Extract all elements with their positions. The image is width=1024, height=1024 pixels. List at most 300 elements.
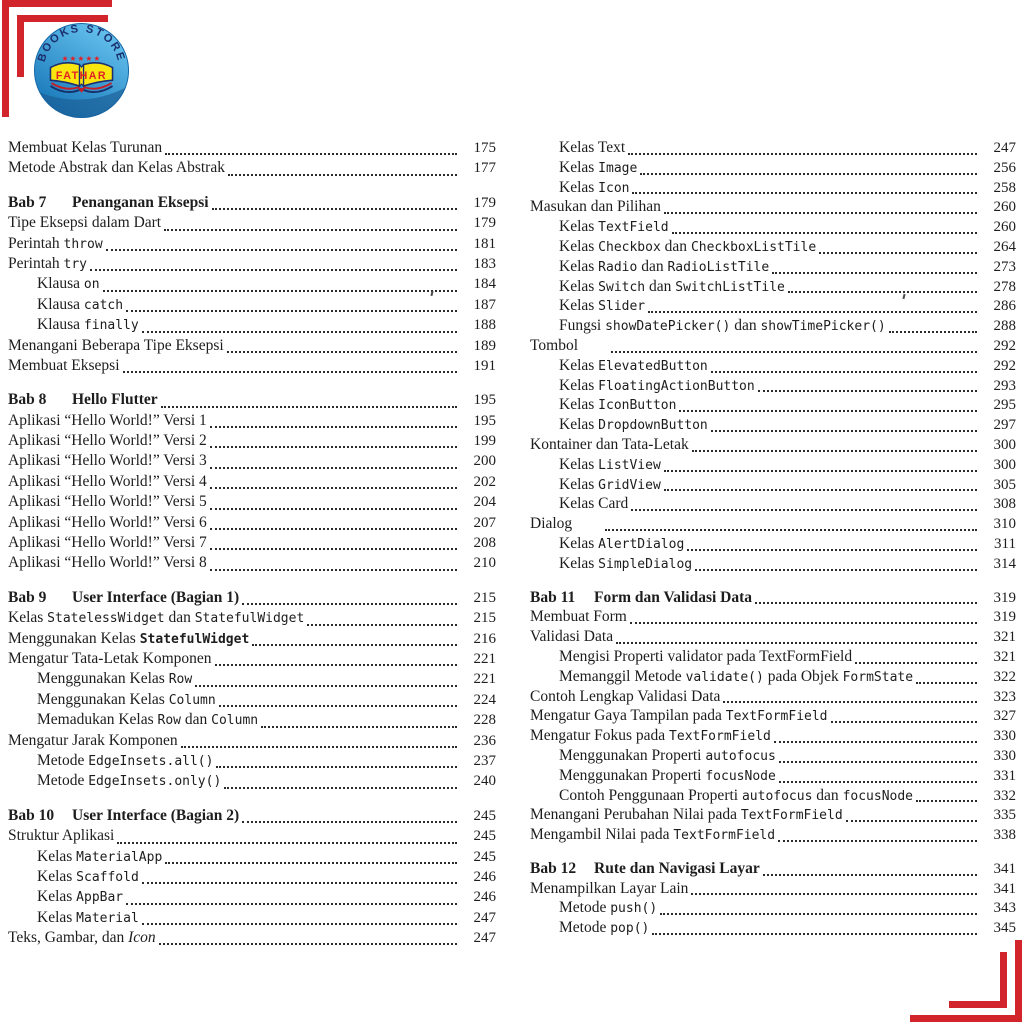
entry-text: Mengatur Tata-Letak Komponen bbox=[8, 649, 212, 667]
toc-entry-row bbox=[8, 214, 496, 234]
dotted-leader bbox=[664, 489, 977, 491]
dotted-leader bbox=[242, 603, 457, 605]
entry-text: Column bbox=[211, 713, 259, 729]
dotted-leader bbox=[210, 467, 457, 469]
toc-entry-row bbox=[530, 787, 1016, 807]
page-number: 208 bbox=[473, 535, 496, 552]
page-number: 256 bbox=[993, 159, 1016, 176]
entry-text: Scaffold bbox=[76, 869, 139, 885]
toc-entry-row bbox=[530, 495, 1016, 515]
page-number: 345 bbox=[993, 920, 1016, 937]
chapter-title: Hello Flutter bbox=[72, 391, 158, 409]
page-number: 330 bbox=[993, 728, 1016, 745]
entry-text: Column bbox=[168, 692, 216, 708]
logo-owner-text: FATHAR bbox=[55, 70, 108, 83]
entry-text: Klausa bbox=[37, 275, 84, 293]
page-number: 215 bbox=[473, 610, 496, 627]
dotted-leader bbox=[605, 529, 977, 531]
entry-text: throw bbox=[63, 236, 103, 252]
toc-entry-row bbox=[530, 456, 1016, 476]
entry-text: Kelas bbox=[37, 888, 77, 906]
entry-text: Kelas bbox=[559, 416, 599, 434]
dotted-leader bbox=[723, 701, 977, 703]
toc-entry-row bbox=[530, 476, 1016, 496]
entry-text: autofocus bbox=[741, 788, 813, 804]
dotted-leader bbox=[772, 272, 977, 274]
dotted-leader bbox=[711, 430, 977, 432]
entry-text: showDatePicker() bbox=[605, 319, 731, 335]
entry-text: StatefulWidget bbox=[194, 611, 305, 627]
page-number: 183 bbox=[473, 255, 496, 272]
entry-text: showTimePicker() bbox=[760, 319, 886, 335]
toc-entry-row bbox=[8, 909, 496, 929]
section-gap bbox=[8, 377, 496, 391]
entry-text: dan bbox=[164, 609, 195, 627]
entry-text: Mengatur Jarak Komponen bbox=[8, 731, 178, 749]
dotted-leader bbox=[224, 787, 457, 789]
chapter-title: Penanganan Eksepsi bbox=[72, 193, 209, 211]
page-number: 331 bbox=[993, 767, 1016, 784]
page-number: 179 bbox=[473, 215, 496, 232]
entry-text: dan bbox=[645, 277, 676, 295]
page-number: 245 bbox=[473, 807, 496, 824]
page-number: 216 bbox=[473, 630, 496, 647]
dotted-leader bbox=[691, 893, 977, 895]
entry-text: finally bbox=[83, 318, 139, 334]
bookstore-logo-svg bbox=[33, 22, 130, 119]
toc-entry-row bbox=[8, 432, 496, 452]
dotted-leader bbox=[831, 721, 977, 723]
toc-entry-row bbox=[530, 436, 1016, 456]
entry-text: Teks, Gambar, dan bbox=[8, 929, 129, 947]
entry-text: Kelas bbox=[559, 178, 599, 196]
entry-text: Perintah bbox=[8, 234, 64, 252]
toc-entry-row bbox=[530, 727, 1016, 747]
entry-text: GridView bbox=[598, 477, 661, 493]
page-number: 247 bbox=[473, 909, 496, 926]
entry-text: Slider bbox=[598, 299, 646, 315]
entry-text: IconButton bbox=[598, 398, 677, 414]
page-number: 343 bbox=[993, 900, 1016, 917]
entry-text: Kelas bbox=[559, 218, 599, 236]
page-number: 221 bbox=[473, 650, 496, 667]
toc-entry-row bbox=[530, 806, 1016, 826]
dotted-leader bbox=[616, 642, 977, 644]
entry-text: catch bbox=[83, 297, 124, 313]
entry-text: Menampilkan Layar Lain bbox=[530, 879, 689, 897]
toc-entry-row bbox=[8, 534, 496, 554]
dotted-leader bbox=[126, 903, 457, 905]
page-number: 246 bbox=[473, 889, 496, 906]
entry-text: pop() bbox=[610, 921, 650, 937]
toc-entry-row bbox=[530, 767, 1016, 787]
chapter-number: Bab 10 bbox=[8, 806, 55, 824]
entry-text: Masukan dan Pilihan bbox=[530, 198, 661, 216]
page-number: 335 bbox=[993, 807, 1016, 824]
page-number: 245 bbox=[473, 828, 496, 845]
dotted-leader bbox=[210, 508, 457, 510]
entry-text: focusNode bbox=[842, 788, 914, 804]
entry-text: Kelas bbox=[559, 396, 599, 414]
toc-entry-row bbox=[530, 899, 1016, 919]
page-number: 319 bbox=[993, 589, 1016, 606]
entry-text: Menggunakan Properti bbox=[559, 766, 706, 784]
page-number: 338 bbox=[993, 827, 1016, 844]
entry-text: MaterialApp bbox=[76, 849, 163, 865]
toc-entry-row bbox=[530, 238, 1016, 258]
chapter-number: Bab 11 bbox=[530, 588, 576, 606]
page-number: 295 bbox=[993, 397, 1016, 414]
entry-text: Menangani Perubahan Nilai pada bbox=[530, 806, 741, 824]
entry-text: dan bbox=[637, 257, 668, 275]
entry-text: Aplikasi “Hello World!” Versi 1 bbox=[8, 411, 207, 429]
toc-entry-row bbox=[8, 139, 496, 159]
dotted-leader bbox=[660, 913, 977, 915]
entry-text: Metode bbox=[559, 919, 611, 937]
entry-text: SimpleDialog bbox=[598, 556, 693, 572]
entry-text: Aplikasi “Hello World!” Versi 8 bbox=[8, 554, 207, 572]
page-number: 323 bbox=[993, 688, 1016, 705]
entry-text: TextFormField bbox=[725, 709, 828, 725]
page-number: 311 bbox=[994, 535, 1016, 552]
entry-text: Menggunakan Kelas bbox=[37, 690, 169, 708]
dotted-leader bbox=[195, 685, 457, 687]
page-number: 293 bbox=[993, 377, 1016, 394]
chapter-title: Form dan Validasi Data bbox=[594, 588, 753, 606]
toc-entry-row bbox=[8, 357, 496, 377]
dotted-leader bbox=[165, 153, 457, 155]
entry-text: RadioListTile bbox=[667, 259, 770, 275]
entry-text: Switch bbox=[598, 279, 646, 295]
entry-text: Kontainer dan Tata-Letak bbox=[530, 435, 689, 453]
toc-entry-row bbox=[8, 848, 496, 868]
page-number: 292 bbox=[993, 337, 1016, 354]
entry-text: Icon bbox=[598, 180, 630, 196]
logo-arc-text: BOOKS STORE bbox=[35, 22, 128, 64]
dotted-leader bbox=[117, 842, 457, 844]
chapter-title: User Interface (Bagian 2) bbox=[72, 806, 240, 824]
page-number: 246 bbox=[473, 868, 496, 885]
dotted-leader bbox=[210, 548, 457, 550]
dotted-leader bbox=[216, 766, 457, 768]
toc-entry-row bbox=[8, 412, 496, 432]
dotted-leader bbox=[652, 933, 977, 935]
dotted-leader bbox=[916, 682, 977, 684]
toc-entry-row bbox=[8, 473, 496, 493]
dotted-leader bbox=[916, 800, 977, 802]
entry-text: Kelas Card bbox=[559, 495, 629, 513]
page-number: 237 bbox=[473, 752, 496, 769]
entry-text: Kelas bbox=[559, 534, 599, 552]
entry-text: Membuat Form bbox=[530, 608, 627, 626]
page-number: 191 bbox=[473, 357, 496, 374]
entry-text: Kelas Text bbox=[559, 139, 626, 156]
dotted-leader bbox=[227, 351, 457, 353]
dotted-leader bbox=[692, 450, 977, 452]
page-number: 258 bbox=[993, 179, 1016, 196]
entry-text: Menangani Beberapa Tipe Eksepsi bbox=[8, 336, 224, 354]
entry-text: AppBar bbox=[76, 890, 124, 906]
toc-entry-row bbox=[530, 919, 1016, 939]
toc-entry-row bbox=[8, 159, 496, 179]
entry-text: Aplikasi “Hello World!” Versi 7 bbox=[8, 534, 207, 552]
entry-text: Metode bbox=[559, 899, 611, 917]
entry-text: Contoh Penggunaan Properti bbox=[559, 786, 742, 804]
toc-column-right bbox=[530, 139, 1016, 939]
page-number: 200 bbox=[473, 453, 496, 470]
entry-text: SwitchListTile bbox=[675, 279, 785, 295]
dotted-leader bbox=[210, 426, 457, 428]
page-number: 322 bbox=[993, 668, 1016, 685]
dotted-leader bbox=[774, 741, 977, 743]
entry-text: Kelas bbox=[559, 237, 599, 255]
dotted-leader bbox=[679, 410, 977, 412]
entry-text: Kelas bbox=[559, 554, 599, 572]
page-number: 308 bbox=[993, 496, 1016, 513]
page-number: 195 bbox=[473, 412, 496, 429]
dotted-leader bbox=[846, 820, 977, 822]
page-number: 305 bbox=[993, 476, 1016, 493]
dotted-leader bbox=[819, 252, 977, 254]
chapter-number: Bab 12 bbox=[530, 859, 577, 877]
toc-entry-row bbox=[530, 317, 1016, 337]
entry-text: Memanggil Metode bbox=[559, 667, 686, 685]
section-gap bbox=[8, 575, 496, 589]
page-number: 204 bbox=[473, 494, 496, 511]
entry-text: Kelas bbox=[559, 257, 599, 275]
page-number: 321 bbox=[993, 648, 1016, 665]
toc-chapter-row bbox=[8, 589, 496, 609]
section-gap bbox=[8, 180, 496, 194]
toc-entry-row bbox=[530, 416, 1016, 436]
entry-text: Kelas bbox=[37, 867, 77, 885]
entry-text: Klausa bbox=[37, 295, 84, 313]
entry-text: Mengatur Gaya Tampilan pada bbox=[530, 707, 726, 725]
entry-text: DropdownButton bbox=[598, 418, 708, 434]
dotted-leader bbox=[212, 208, 457, 210]
toc-entry-row bbox=[530, 278, 1016, 298]
entry-text: FloatingActionButton bbox=[598, 378, 755, 394]
dotted-leader bbox=[611, 351, 977, 353]
entry-text: Row bbox=[157, 713, 182, 729]
dotted-leader bbox=[695, 569, 977, 571]
entry-text: Menggunakan Properti bbox=[559, 746, 706, 764]
chapter-number: Bab 8 bbox=[8, 391, 47, 409]
entry-text: CheckboxListTile bbox=[690, 239, 817, 255]
entry-text: ListView bbox=[598, 457, 661, 473]
toc-entry-row bbox=[8, 235, 496, 255]
dotted-leader bbox=[219, 705, 457, 707]
dotted-leader bbox=[755, 602, 977, 604]
dotted-leader bbox=[779, 781, 977, 783]
toc-entry-row bbox=[530, 297, 1016, 317]
entry-text: Radio bbox=[598, 259, 638, 275]
entry-text: Tombol bbox=[530, 336, 578, 354]
entry-text: dan bbox=[181, 711, 212, 729]
toc-entry-row bbox=[530, 218, 1016, 238]
section-gap bbox=[530, 575, 1016, 589]
toc-entry-row bbox=[530, 747, 1016, 767]
toc-entry-row bbox=[8, 752, 496, 772]
dotted-leader bbox=[630, 622, 977, 624]
logo-stars-icon: ★★★★★ bbox=[61, 54, 102, 63]
page-number: 247 bbox=[993, 140, 1016, 156]
dotted-leader bbox=[640, 173, 977, 175]
page-number: 207 bbox=[473, 514, 496, 531]
toc-entry-row bbox=[8, 732, 496, 752]
entry-text: Kelas bbox=[559, 455, 599, 473]
entry-text: dan bbox=[660, 237, 691, 255]
entry-text: Mengatur Fokus pada bbox=[530, 727, 670, 745]
dotted-leader bbox=[161, 406, 457, 408]
toc-entry-row bbox=[530, 880, 1016, 900]
bottom-right-inner-frame bbox=[949, 952, 1007, 1008]
dotted-leader bbox=[228, 174, 457, 176]
toc-entry-row bbox=[8, 296, 496, 316]
dotted-leader bbox=[210, 487, 457, 489]
section-gap bbox=[8, 793, 496, 807]
toc-entry-row bbox=[530, 179, 1016, 199]
entry-text: EdgeInsets.all() bbox=[88, 753, 214, 769]
dotted-leader bbox=[210, 569, 457, 571]
entry-text: TextFormField bbox=[673, 828, 776, 844]
entry-text: Fungsi bbox=[559, 317, 606, 335]
entry-text: Validasi Data bbox=[530, 628, 614, 646]
toc-entry-row bbox=[8, 630, 496, 650]
page-number: 215 bbox=[473, 589, 496, 606]
dotted-leader bbox=[261, 726, 457, 728]
dotted-leader bbox=[307, 624, 457, 626]
entry-text: StatefulWidget bbox=[139, 631, 250, 647]
dotted-leader bbox=[672, 232, 977, 234]
dotted-leader bbox=[103, 290, 457, 292]
dotted-leader bbox=[779, 761, 977, 763]
page-number: 297 bbox=[993, 417, 1016, 434]
dotted-leader bbox=[778, 840, 977, 842]
entry-text: Mengambil Nilai pada bbox=[530, 826, 674, 844]
entry-text: Aplikasi “Hello World!” Versi 5 bbox=[8, 493, 207, 511]
entry-text: Aplikasi “Hello World!” Versi 3 bbox=[8, 452, 207, 470]
toc-entry-row bbox=[8, 650, 496, 670]
page-number: 195 bbox=[473, 392, 496, 409]
toc-entry-row bbox=[530, 258, 1016, 278]
entry-text: TextField bbox=[598, 220, 669, 236]
entry-text: Struktur Aplikasi bbox=[8, 827, 115, 845]
toc-entry-row bbox=[530, 555, 1016, 575]
entry-text: Kelas bbox=[8, 609, 48, 627]
entry-text: Aplikasi “Hello World!” Versi 4 bbox=[8, 472, 207, 490]
page-number: 179 bbox=[473, 194, 496, 211]
entry-text: EdgeInsets.only() bbox=[88, 774, 222, 790]
toc-entry-row bbox=[8, 929, 496, 949]
entry-text: FormState bbox=[842, 669, 914, 685]
chapter-number: Bab 9 bbox=[8, 588, 47, 606]
toc-chapter-row bbox=[8, 391, 496, 411]
dotted-leader bbox=[210, 528, 457, 530]
entry-text: Aplikasi “Hello World!” Versi 2 bbox=[8, 432, 207, 450]
page-number: 332 bbox=[993, 787, 1016, 804]
dotted-leader bbox=[889, 331, 977, 333]
dotted-leader bbox=[664, 212, 977, 214]
toc-chapter-row bbox=[530, 860, 1016, 880]
toc-entry-row bbox=[530, 826, 1016, 846]
page-number: 310 bbox=[993, 516, 1016, 533]
toc-entry-row bbox=[8, 670, 496, 690]
entry-text: try bbox=[63, 256, 88, 272]
page-number: 221 bbox=[473, 671, 496, 688]
page-number: 210 bbox=[473, 555, 496, 572]
entry-text: Aplikasi “Hello World!” Versi 6 bbox=[8, 513, 207, 531]
entry-text: Kelas bbox=[559, 297, 599, 315]
entry-text: on bbox=[83, 277, 100, 293]
dotted-leader bbox=[632, 192, 977, 194]
toc-entry-row bbox=[530, 337, 1016, 357]
page-number: 177 bbox=[473, 160, 496, 177]
page-number: 286 bbox=[993, 298, 1016, 315]
entry-text: dan bbox=[812, 786, 843, 804]
dotted-leader bbox=[106, 249, 457, 251]
dotted-leader bbox=[711, 371, 977, 373]
toc-entry-row bbox=[530, 608, 1016, 628]
entry-text: Row bbox=[168, 672, 193, 688]
dotted-leader bbox=[242, 821, 457, 823]
entry-text: validate() bbox=[685, 669, 764, 685]
page-number: 247 bbox=[473, 930, 496, 947]
entry-text: Checkbox bbox=[598, 239, 661, 255]
page-number: 330 bbox=[993, 747, 1016, 764]
page-number: 245 bbox=[473, 848, 496, 865]
page-number: 314 bbox=[993, 555, 1016, 572]
entry-text: Kelas bbox=[37, 847, 77, 865]
page-number: 202 bbox=[473, 473, 496, 490]
toc-entry-row bbox=[530, 377, 1016, 397]
dotted-leader bbox=[90, 269, 457, 271]
entry-text: autofocus bbox=[705, 748, 776, 764]
entry-text: Memadukan Kelas bbox=[37, 711, 158, 729]
toc-entry-row bbox=[8, 691, 496, 711]
entry-text: Kelas bbox=[559, 277, 599, 295]
toc-entry-row bbox=[8, 711, 496, 731]
toc-entry-row bbox=[530, 515, 1016, 535]
entry-text: Dialog bbox=[530, 515, 573, 533]
entry-text: AlertDialog bbox=[598, 536, 685, 552]
page-number: 300 bbox=[993, 456, 1016, 473]
toc-entry-row bbox=[530, 648, 1016, 668]
entry-text: StatelessWidget bbox=[47, 611, 165, 627]
toc-entry-row bbox=[530, 396, 1016, 416]
toc-entry-row bbox=[530, 159, 1016, 179]
page-number: 184 bbox=[473, 276, 496, 293]
entry-text: dan bbox=[730, 317, 761, 335]
entry-text: Kelas bbox=[559, 475, 599, 493]
page-number: 188 bbox=[473, 317, 496, 334]
entry-text: Kelas bbox=[37, 908, 77, 926]
toc-entry-row bbox=[530, 139, 1016, 159]
entry-text: Menggunakan Kelas bbox=[37, 670, 169, 688]
entry-text: Metode bbox=[37, 772, 89, 790]
dotted-leader bbox=[648, 311, 977, 313]
dotted-leader bbox=[142, 331, 457, 333]
dotted-leader bbox=[763, 874, 977, 876]
toc-chapter-row bbox=[8, 807, 496, 827]
page-number: 260 bbox=[993, 219, 1016, 236]
toc-column-left bbox=[8, 139, 496, 949]
page-number: 181 bbox=[473, 235, 496, 252]
toc-entry-row bbox=[8, 514, 496, 534]
page-number: 236 bbox=[473, 732, 496, 749]
section-gap bbox=[530, 846, 1016, 860]
dotted-leader bbox=[664, 470, 977, 472]
